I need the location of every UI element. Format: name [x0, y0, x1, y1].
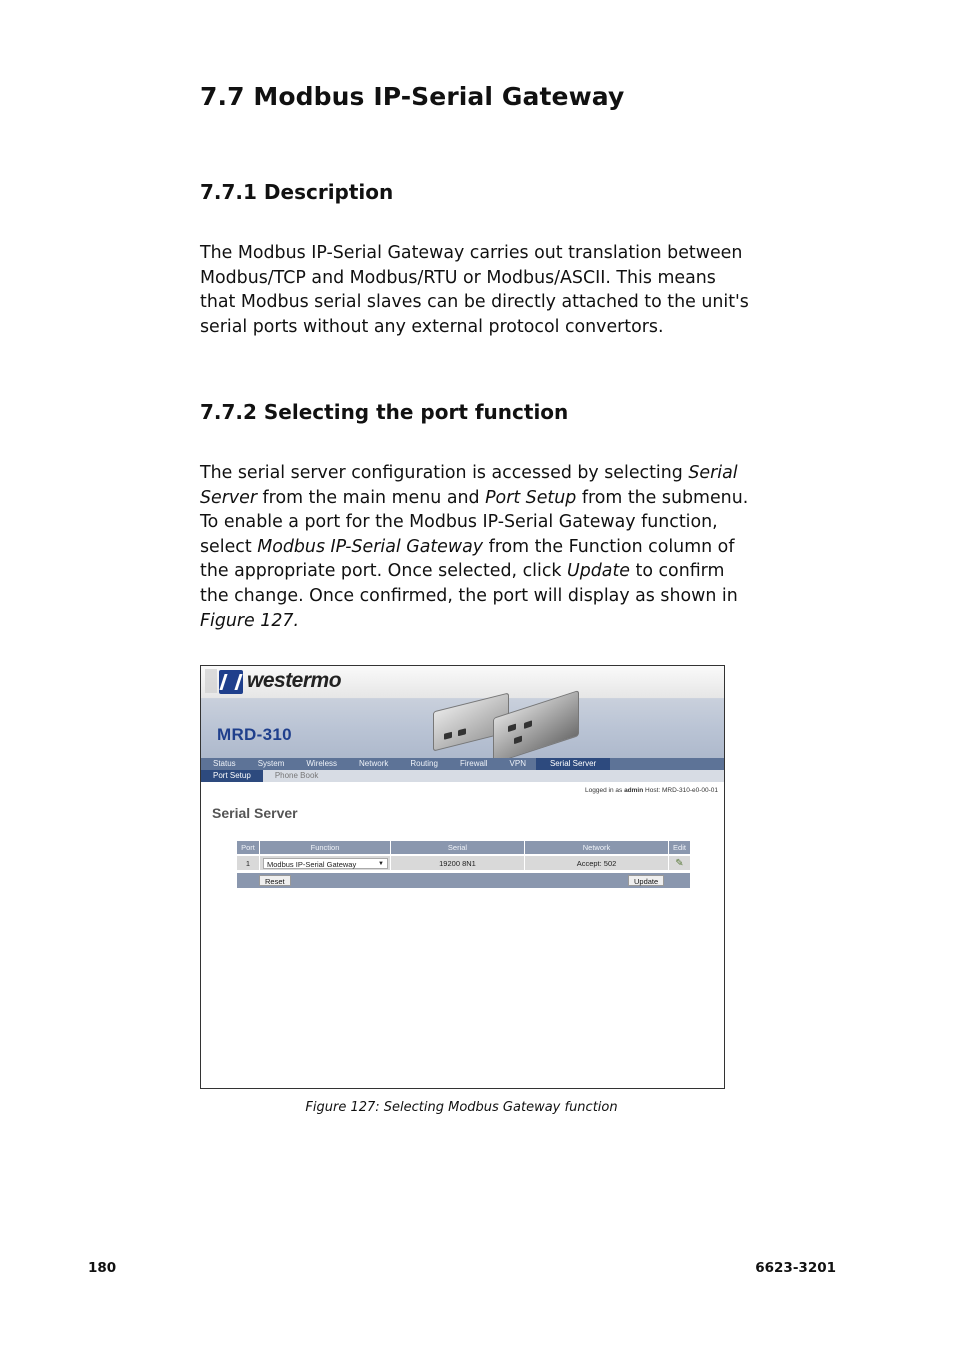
- paragraph-line: [200, 609, 730, 634]
- chevron-down-icon: ▼: [378, 861, 384, 867]
- text-run: The serial server configuration is accessed by selecting: [200, 463, 689, 483]
- model-name: MRD-310: [217, 725, 292, 744]
- page-title: Serial Server: [212, 805, 298, 821]
- text-run: from the submenu.: [576, 487, 749, 508]
- port-function-paragraph: [200, 461, 749, 633]
- device-port: [458, 728, 466, 736]
- menu-item-serial-server[interactable]: Serial Server: [536, 758, 610, 770]
- login-user: admin: [624, 787, 644, 794]
- paragraph-line: [200, 559, 730, 584]
- document-number: 6623-3201: [755, 1260, 836, 1276]
- figure-caption: Figure 127: Selecting Modbus Gateway function: [305, 1100, 618, 1115]
- button-row: [237, 873, 690, 888]
- description-line: The Modbus IP-Serial Gateway carries out translation between: [200, 243, 743, 263]
- submenu-item-phone-book[interactable]: Phone Book: [274, 771, 319, 780]
- submenu-item-port-setup[interactable]: Port Setup: [201, 770, 263, 782]
- description-line: serial ports without any external protocol convertors.: [200, 316, 664, 337]
- device-port: [508, 723, 516, 732]
- header-network: Network: [525, 841, 668, 854]
- menu-item-system[interactable]: System: [257, 759, 285, 768]
- italic-term: Modbus IP-Serial Gateway: [257, 536, 484, 557]
- function-select-value: Modbus IP-Serial Gateway: [267, 860, 357, 869]
- italic-term: Port Setup: [485, 487, 577, 508]
- device-port: [514, 736, 522, 745]
- menu-item-firewall[interactable]: Firewall: [459, 759, 488, 768]
- description-paragraph: [200, 241, 749, 339]
- description-line: that Modbus serial slaves can be directly attached to the unit's: [200, 292, 749, 313]
- menu-item-network[interactable]: Network: [359, 759, 389, 768]
- table-header-row: [237, 841, 690, 856]
- logo-wordmark: westermo: [247, 669, 342, 692]
- main-menu: [201, 758, 724, 770]
- paragraph-line: the change. Once confirmed, the port will display as shown in: [200, 585, 738, 606]
- device-port: [524, 720, 532, 729]
- login-prefix: Logged in as: [585, 787, 625, 794]
- text-run: from the main menu and: [257, 487, 486, 508]
- pencil-icon[interactable]: ✎: [675, 858, 684, 869]
- header-port: Port: [237, 841, 259, 854]
- page-number: 180: [88, 1260, 117, 1276]
- reset-button[interactable]: Reset: [259, 875, 291, 886]
- cell-serial: 19200 8N1: [391, 855, 524, 870]
- section-heading: 7.7 Modbus IP-Serial Gateway: [200, 82, 625, 111]
- table-row: [237, 855, 690, 870]
- update-button[interactable]: Update: [628, 875, 664, 886]
- header-function: Function: [260, 841, 390, 854]
- menu-item-vpn[interactable]: VPN: [509, 759, 526, 768]
- description-line: Modbus/TCP and Modbus/RTU or Modbus/ASCII. This means: [200, 267, 716, 288]
- cell-port: 1: [237, 855, 259, 870]
- westermo-logo: [205, 669, 345, 695]
- header-edit: Edit: [669, 841, 690, 854]
- description-heading: 7.7.1 Description: [200, 180, 394, 204]
- menu-item-routing[interactable]: Routing: [410, 759, 438, 768]
- paragraph-line: To enable a port for the Modbus IP-Serial Gateway function,: [200, 512, 718, 533]
- paragraph-line: [200, 461, 738, 486]
- sub-menu: [201, 770, 724, 782]
- italic-term: Serial: [688, 463, 738, 483]
- paragraph-line: [200, 535, 735, 560]
- text-run: select: [200, 536, 258, 557]
- text-run: the appropriate port. Once selected, click: [200, 561, 567, 582]
- header-serial: Serial: [391, 841, 524, 854]
- login-status: [585, 787, 718, 794]
- italic-term: Update: [567, 561, 630, 582]
- text-run: to confirm: [629, 561, 725, 582]
- cell-network: Accept: 502: [525, 855, 668, 870]
- header-banner: [201, 666, 724, 758]
- cell-function: [260, 855, 390, 870]
- menu-item-status[interactable]: Status: [213, 759, 236, 768]
- text-run: from the Function column of: [483, 536, 735, 557]
- function-select[interactable]: [263, 858, 388, 869]
- port-function-heading: 7.7.2 Selecting the port function: [200, 400, 569, 424]
- logo-icon: [219, 670, 243, 694]
- figure-screenshot: [200, 665, 725, 1089]
- figure-reference: Figure 127.: [200, 610, 299, 631]
- login-host: Host: MRD-310-e0-00-01: [643, 787, 718, 794]
- menu-item-wireless[interactable]: Wireless: [306, 759, 338, 768]
- logo-ghost-mark: [205, 669, 217, 693]
- paragraph-line: [200, 486, 749, 511]
- cell-edit: [669, 855, 690, 870]
- device-port: [444, 732, 452, 740]
- italic-term: Server: [200, 487, 258, 508]
